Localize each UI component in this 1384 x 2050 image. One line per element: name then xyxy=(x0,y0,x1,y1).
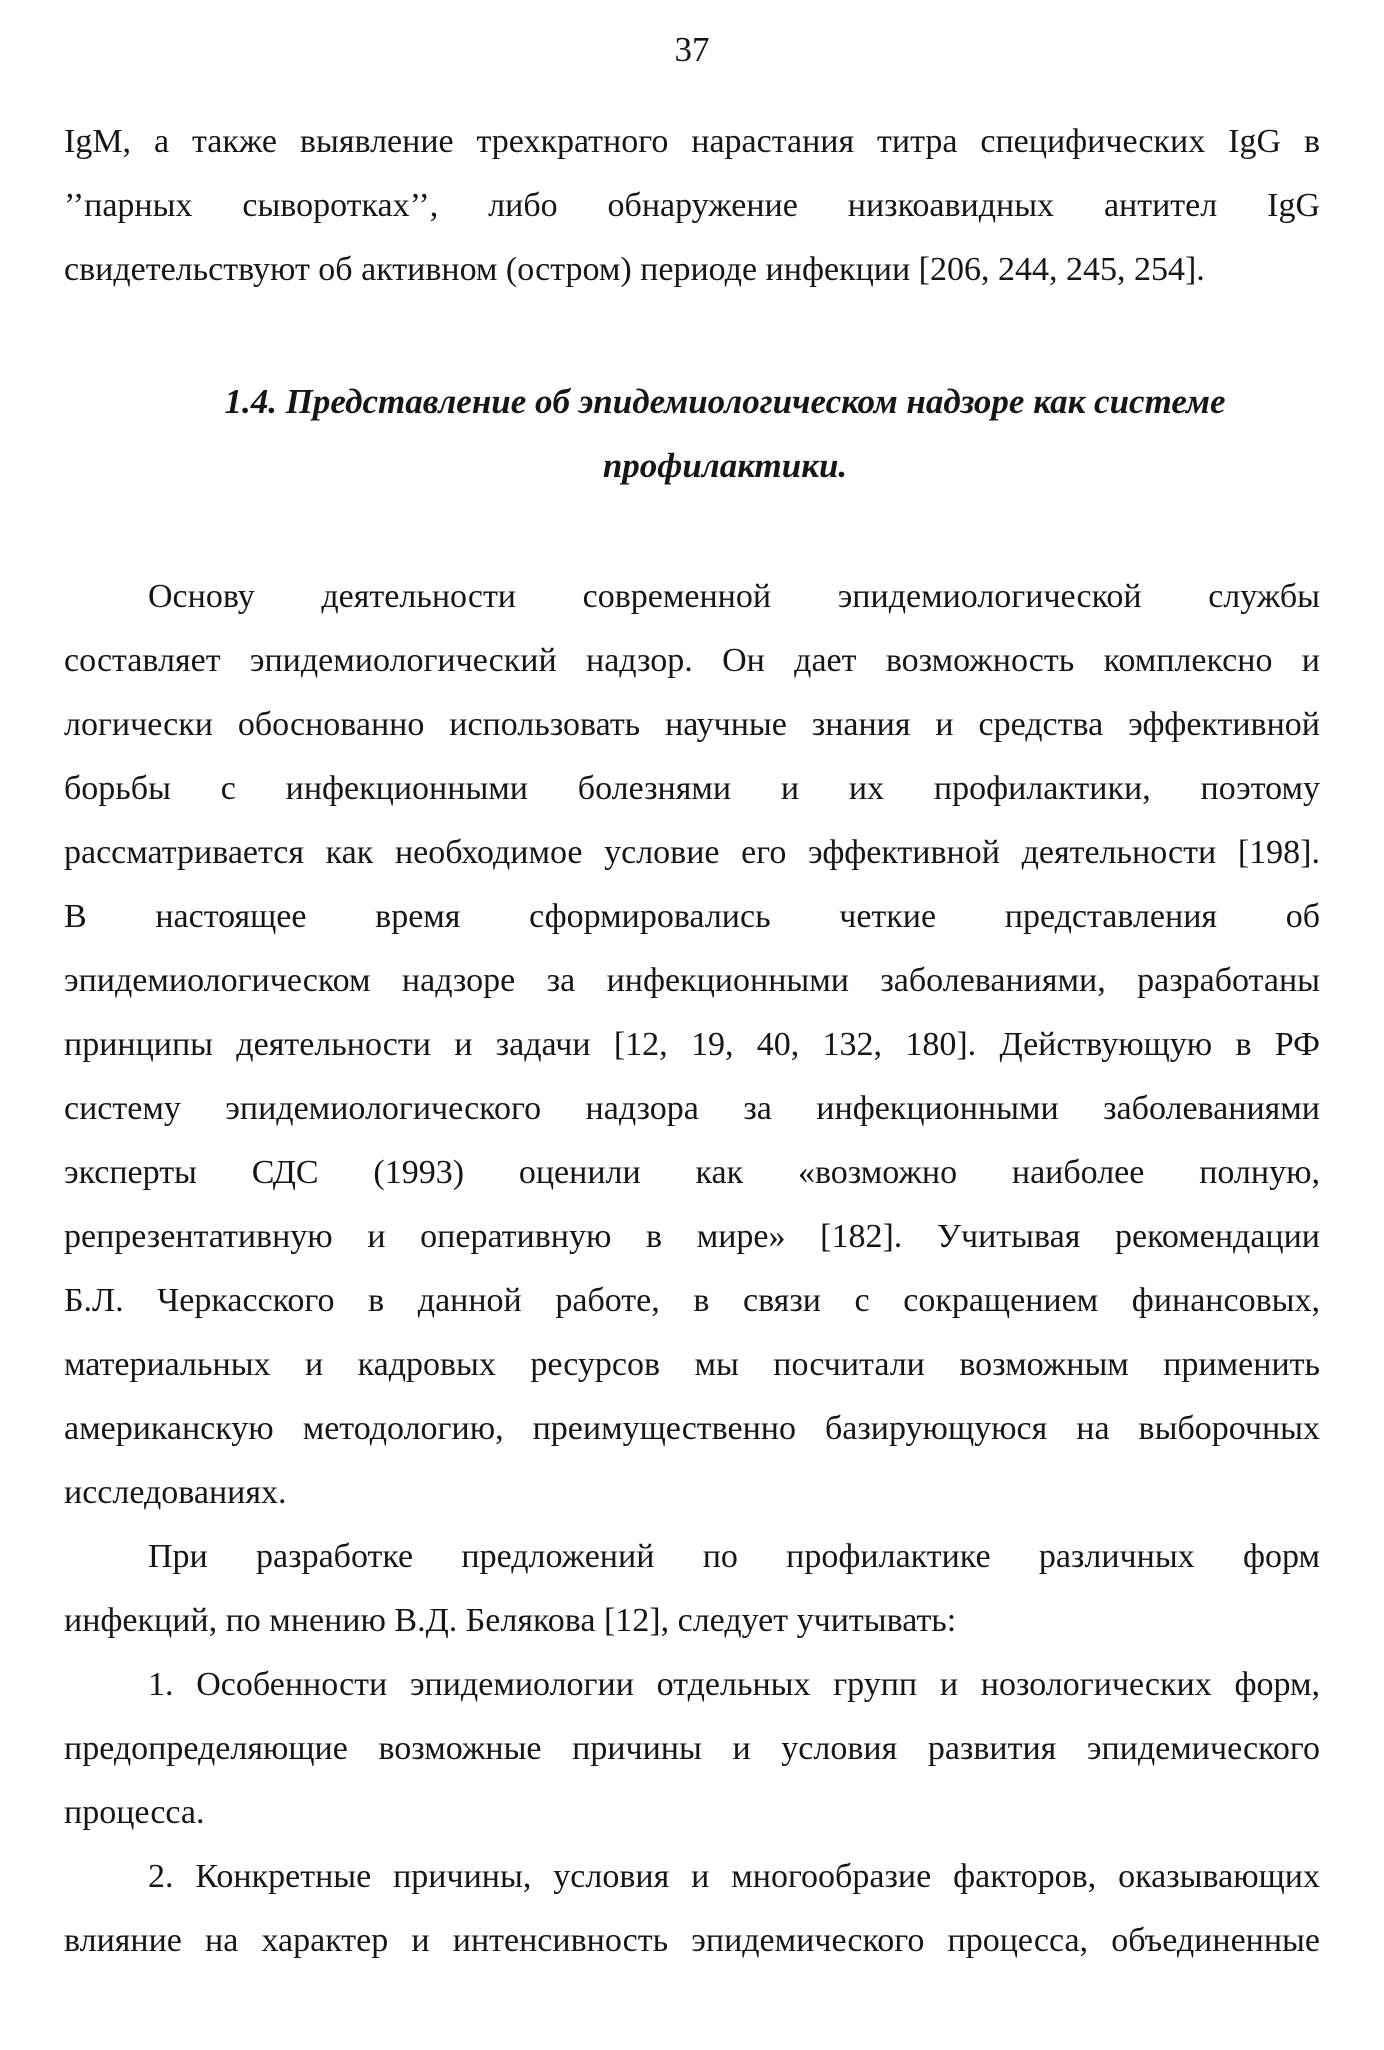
text-line: исследованиях. xyxy=(64,1474,287,1511)
text-line: Основу деятельности современной эпидемиологической службы xyxy=(148,578,1320,615)
text-line: Б.Л. Черкасского в данной работе, в связи с сокращением финансовых, xyxy=(64,1282,1320,1319)
text-line: При разработке предложений по профилактике различных форм xyxy=(148,1538,1320,1575)
text-line: репрезентативную и оперативную в мире» [182]. Учитывая рекомендации xyxy=(64,1218,1320,1255)
text-line: эксперты СДС (1993) оценили как «возможно наиболее полную, xyxy=(64,1154,1320,1191)
intro-paragraph xyxy=(64,110,1320,302)
text-line: свидетельствуют об активном (остром) периоде инфекции [206, 244, 245, 254]. xyxy=(64,251,1205,288)
section-heading xyxy=(130,370,1320,498)
text-line: IgM, а также выявление трехкратного нарастания титра специфических IgG в xyxy=(64,123,1320,160)
text-line: В настоящее время сформировались четкие представления об xyxy=(64,898,1320,935)
text-line: принципы деятельности и задачи [12, 19, 40, 132, 180]. Действующую в РФ xyxy=(64,1026,1320,1063)
page-number: 37 xyxy=(674,30,710,69)
text-line: рассматривается как необходимое условие его эффективной деятельности [198]. xyxy=(64,834,1320,871)
section-heading-line: 1.4. Представление об эпидемиологическом надзоре как системе xyxy=(224,382,1226,421)
text-line: составляет эпидемиологический надзор. Он дает возможность комплексно и xyxy=(64,642,1320,679)
text-line: ’’парных сыворотках’’, либо обнаружение низкоавидных антител IgG xyxy=(64,187,1320,224)
paragraph-belyakov xyxy=(64,1525,1320,1653)
text-line: инфекций, по мнению В.Д. Белякова [12], следует учитывать: xyxy=(64,1602,957,1639)
section-heading-line: профилактики. xyxy=(602,446,848,485)
text-line: американскую методологию, преимущественно базирующуюся на выборочных xyxy=(64,1410,1320,1447)
text-line: 1. Особенности эпидемиологии отдельных групп и нозологических форм, xyxy=(148,1666,1320,1703)
text-line: систему эпидемиологического надзора за инфекционными заболеваниями xyxy=(64,1090,1320,1127)
text-line: предопределяющие возможные причины и условия развития эпидемического xyxy=(64,1730,1320,1767)
text-line: материальных и кадровых ресурсов мы посчитали возможным применить xyxy=(64,1346,1320,1383)
list-item-1 xyxy=(64,1653,1320,1845)
list-item-2 xyxy=(64,1845,1320,1973)
text-line: борьбы с инфекционными болезнями и их профилактики, поэтому xyxy=(64,770,1320,807)
text-line: эпидемиологическом надзоре за инфекционными заболеваниями, разработаны xyxy=(64,962,1320,999)
paragraph-surveillance xyxy=(64,565,1320,1525)
text-line: процесса. xyxy=(64,1794,205,1831)
text-line: логически обоснованно использовать научные знания и средства эффективной xyxy=(64,706,1320,743)
text-line: влияние на характер и интенсивность эпидемического процесса, объединенные xyxy=(64,1922,1320,1959)
text-line: 2. Конкретные причины, условия и многообразие факторов, оказывающих xyxy=(148,1858,1320,1895)
